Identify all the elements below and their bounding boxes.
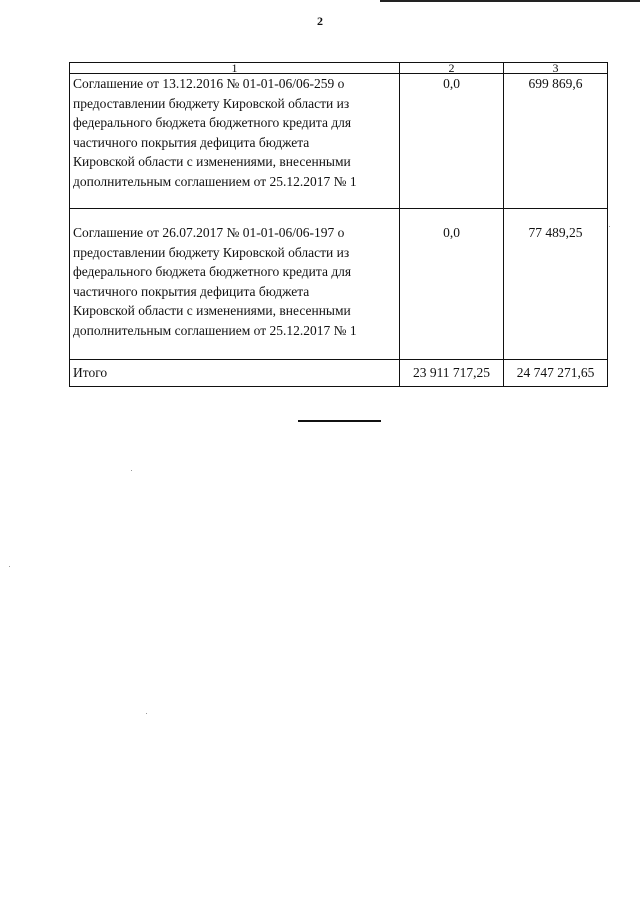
description-line: предоставлении бюджету Кировской области из [73,244,350,260]
scan-speck [131,470,132,471]
amount-col3: 699 869,6 [504,74,608,209]
total-label: Итого [70,360,400,387]
column-header-1: 1 [70,63,400,74]
page-top-edge [380,0,640,2]
column-header-2: 2 [400,63,504,74]
description-line: дополнительным соглашением от 25.12.2017 № 1 [73,173,357,189]
agreement-description [70,74,400,209]
description-line: Соглашение от 26.07.2017 № 01-01-06/06-197 о [73,225,345,240]
description-line: федерального бюджета бюджетного кредита для [73,115,352,130]
description-line: частичного покрытия дефицита бюджета [73,283,310,299]
description-line: Соглашение от 13.12.2016 № 01-01-06/06-259 о [73,76,345,91]
table-row [70,74,608,209]
total-row [70,360,608,387]
description-line: Кировской области с изменениями, внесенными [73,154,351,169]
agreement-description [70,209,400,360]
total-col3: 24 747 271,65 [504,360,608,387]
description-line: частичного покрытия дефицита бюджета [73,134,310,150]
end-divider-line [298,420,381,422]
scan-speck [609,226,610,227]
amount-col2: 0,0 [400,209,504,360]
table-row [70,209,608,360]
amount-col3: 77 489,25 [504,209,608,360]
description-line: Кировской области с изменениями, внесенными [73,303,351,318]
column-header-3: 3 [504,63,608,74]
description-line: дополнительным соглашением от 25.12.2017 № 1 [73,322,357,338]
agreements-table [69,62,608,387]
description-line: федерального бюджета бюджетного кредита для [73,264,352,279]
amount-col2: 0,0 [400,74,504,209]
page-number: 2 [317,14,323,28]
total-col2: 23 911 717,25 [400,360,504,387]
scan-speck [146,713,147,714]
table-header-row [70,63,608,74]
description-line: предоставлении бюджету Кировской области из [73,95,350,111]
scan-speck [9,566,10,567]
